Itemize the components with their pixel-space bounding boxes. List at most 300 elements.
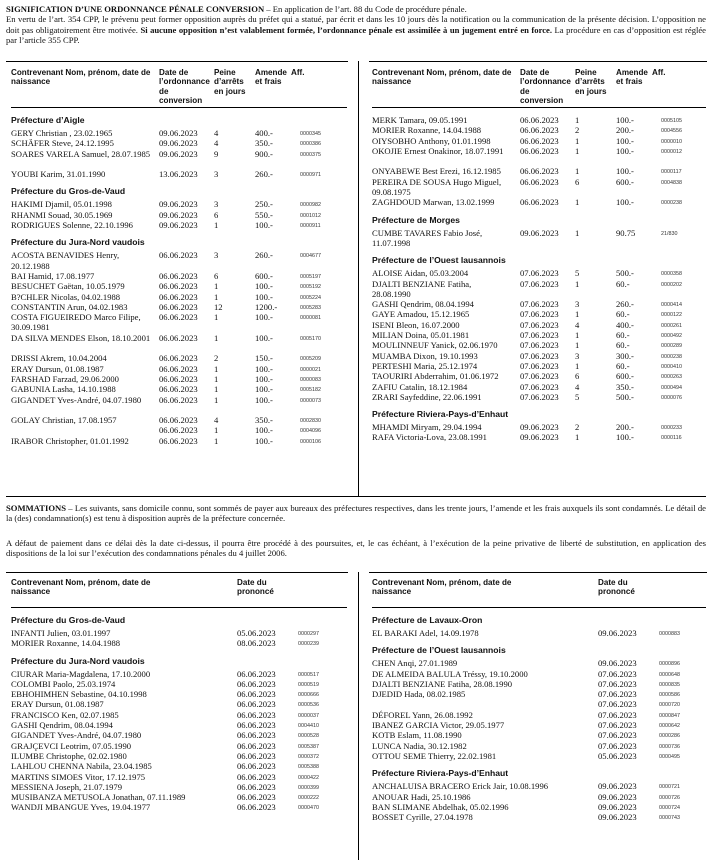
table-row — [11, 679, 347, 689]
case-number: 0000106 — [300, 438, 321, 445]
table-row — [372, 730, 706, 740]
verdict-date: 06.06.2023 — [237, 761, 276, 772]
case-number: 0000081 — [300, 315, 321, 322]
verdict-date: 07.06.2023 — [598, 689, 637, 700]
case-number: 0000883 — [659, 631, 680, 637]
table-row — [11, 761, 347, 771]
contravener-name: ANCHALUISA BRACERO Erick Jair, 10.08.1996 — [372, 781, 549, 792]
detention-days: 4 — [575, 381, 580, 392]
prefecture-heading: Préfecture du Jura-Nord vaudois — [11, 655, 145, 666]
verdict-date: 09.06.2023 — [598, 812, 637, 823]
table-row — [372, 802, 706, 812]
case-number: 0000726 — [659, 794, 680, 801]
verdict-date: 06.06.2023 — [237, 678, 276, 689]
divider — [6, 496, 706, 497]
table-row — [11, 271, 347, 281]
verdict-date: 07.06.2023 — [598, 709, 637, 720]
fine-amount: 100.- — [255, 291, 273, 302]
contravener-name: MORIER Roxanne, 14.04.1988 — [11, 638, 121, 649]
conversion-date: 06.06.2023 — [159, 384, 198, 395]
contravener-name: EL BARAKI Adel, 14.09.1978 — [372, 628, 479, 638]
case-number: 0000116 — [661, 435, 682, 442]
detention-days: 9 — [214, 148, 219, 159]
case-number: 0000222 — [298, 795, 319, 802]
table-row — [372, 136, 706, 146]
detention-days: 1 — [575, 197, 580, 208]
table-row — [372, 382, 706, 392]
contravener-name: DÉFOREL Yann, 26.08.1992 — [372, 709, 473, 720]
contravener-name: ONYABEWE Best Erezi, 16.12.1985 — [372, 166, 501, 177]
detention-days: 4 — [214, 128, 219, 138]
table-row — [372, 812, 706, 822]
contravener-name: PEREIRA DE SOUSA Hugo Miguel, 09.08.1975 — [372, 176, 502, 198]
conversion-date: 09.06.2023 — [159, 128, 198, 138]
header-name: Contrevenant Nom, prénom, date de naissance — [11, 578, 151, 597]
table-row — [11, 220, 347, 230]
verdict-date: 06.06.2023 — [237, 771, 276, 782]
conversion-date: 06.06.2023 — [159, 312, 198, 323]
column-divider — [358, 61, 359, 496]
conversion-date: 07.06.2023 — [520, 268, 559, 279]
conversion-date: 06.06.2023 — [520, 145, 559, 156]
table-row — [372, 330, 706, 340]
verdict-date: 07.06.2023 — [598, 730, 637, 741]
detention-days: 4 — [214, 415, 219, 426]
fine-amount: 100.- — [255, 312, 273, 323]
contravener-name: SCHÄFER Steve, 24.12.1995 — [11, 138, 114, 149]
table-row — [11, 353, 347, 363]
contravener-name: B?CHLER Nicolas, 04.02.1988 — [11, 291, 121, 302]
sommations-paragraph-2 — [6, 538, 706, 559]
conversion-date: 07.06.2023 — [520, 350, 559, 361]
fine-amount: 100.- — [255, 373, 273, 384]
fine-amount: 100.- — [255, 220, 273, 231]
conversion-date: 09.06.2023 — [159, 148, 198, 159]
contravener-name: FARSHAD Farzad, 29.06.2000 — [11, 373, 119, 384]
table-row — [372, 392, 706, 402]
table-row — [372, 658, 706, 668]
table-header — [11, 68, 347, 108]
conversion-date: 09.06.2023 — [159, 138, 198, 149]
signification-body: En vertu de l’art. 354 CPP, le prévenu peut former opposition auprès du préfet qui a statué, par écrit et dans les 10 jours dès la notification ou la communication de la présente décision. L’opposition ne doit pas obligatoirement être motivée. — [6, 14, 706, 35]
conversion-date: 06.06.2023 — [159, 301, 198, 312]
conversion-date: 06.06.2023 — [159, 332, 198, 343]
case-number: 0005388 — [298, 764, 319, 771]
detention-days: 1 — [575, 309, 580, 320]
fine-amount: 100.- — [616, 166, 634, 177]
sommations-table-right — [372, 578, 706, 822]
contravener-name: CIURAR Maria-Magdalena, 17.10.2000 — [11, 668, 151, 679]
table-row — [11, 772, 347, 782]
fine-amount: 550.- — [255, 209, 273, 220]
fine-amount: 300.- — [616, 350, 634, 361]
verdict-date: 05.06.2023 — [598, 750, 637, 761]
table-row — [372, 669, 706, 679]
conversion-date: 07.06.2023 — [520, 330, 559, 341]
case-number: 0000736 — [659, 743, 680, 750]
header-name: Contrevenant Nom, prénom, date de naissance — [372, 68, 512, 87]
case-number: 0000422 — [298, 774, 319, 781]
contravener-name: FRANCISCO Ken, 02.07.1985 — [11, 709, 119, 720]
contravener-name: BAI Hamid, 17.08.1977 — [11, 270, 95, 281]
verdict-date: 06.06.2023 — [237, 792, 276, 803]
table-row — [11, 638, 347, 648]
table-row — [372, 146, 706, 167]
detention-days: 1 — [214, 373, 219, 384]
contravener-name: MUSIBANZA METUSOLA Jonathan, 07.11.1989 — [11, 792, 186, 803]
conversion-table-right — [372, 68, 706, 443]
contravener-name: MUAMBA Dixon, 19.10.1993 — [372, 350, 478, 361]
table-row — [372, 781, 706, 791]
case-number: 0000239 — [298, 641, 319, 648]
table-row — [11, 128, 347, 138]
conversion-date: 07.06.2023 — [520, 391, 559, 402]
case-number: 0000494 — [661, 384, 682, 391]
table-row — [11, 169, 347, 179]
fine-amount: 60.- — [616, 330, 630, 341]
contravener-name: MHAMDI Miryam, 29.04.1994 — [372, 422, 482, 433]
case-number: 0000642 — [659, 723, 680, 730]
table-row — [11, 292, 347, 302]
table-header — [11, 578, 347, 608]
contravener-name: COLOMBI Paolo, 25.03.1974 — [11, 678, 116, 689]
case-number: 0000648 — [659, 671, 680, 678]
contravener-name: ZAFIU Catalin, 18.12.1984 — [372, 381, 468, 392]
contravener-name: MESSIENA Joseph, 21.07.1979 — [11, 781, 123, 792]
conversion-date: 06.06.2023 — [159, 394, 198, 405]
verdict-date: 06.06.2023 — [237, 740, 276, 751]
case-number: 0005224 — [300, 294, 321, 301]
conversion-date: 06.06.2023 — [159, 270, 198, 281]
table-row — [372, 340, 706, 350]
detention-days: 1 — [214, 363, 219, 374]
case-number: 0000122 — [661, 312, 682, 319]
detention-days: 1 — [575, 330, 580, 341]
sommations-paragraph — [6, 503, 706, 524]
header-date: Date de l’ordonnance de conversion — [520, 68, 571, 106]
detention-days: 1 — [575, 278, 580, 289]
table-row — [11, 792, 347, 802]
case-number: 0005209 — [300, 356, 321, 363]
table-row — [372, 351, 706, 361]
table-row — [11, 669, 347, 679]
table-row — [11, 281, 347, 291]
case-number: 0000724 — [659, 804, 680, 811]
table-row — [372, 689, 706, 699]
case-number: 0000519 — [298, 681, 319, 688]
fine-amount: 100.- — [255, 435, 273, 446]
header-aff: Aff. — [291, 68, 305, 77]
conversion-date: 09.06.2023 — [159, 209, 198, 220]
detention-days: 1 — [575, 432, 580, 443]
case-number: 0000375 — [300, 151, 321, 158]
table-row — [372, 361, 706, 371]
fine-amount: 60.- — [616, 360, 630, 371]
conversion-date: 07.06.2023 — [520, 299, 559, 310]
conversion-date: 06.06.2023 — [520, 115, 559, 125]
sommations-title: SOMMATIONS — [6, 503, 67, 513]
table-row — [11, 199, 347, 209]
table-row — [11, 210, 347, 220]
detention-days: 1 — [214, 291, 219, 302]
case-number: 0000911 — [300, 223, 321, 230]
detention-days: 1 — [214, 332, 219, 343]
table-row — [372, 422, 706, 432]
detention-days: 1 — [214, 425, 219, 436]
conversion-date: 07.06.2023 — [520, 319, 559, 330]
conversion-date: 09.06.2023 — [520, 422, 559, 433]
conversion-date: 06.06.2023 — [159, 435, 198, 446]
table-row — [372, 699, 706, 709]
sommations-body-2: A défaut de paiement dans ce délai dès la date ci-dessus, il pourra être procédé à des poursuites, et, le cas échéant, à l’exécution de la peine privative de liberté de substitution, en application des dispositions de la loi sur l’exécution des condamnations pénales du 4 juillet 2006. — [6, 538, 706, 559]
header-amende: Amende et frais — [255, 68, 287, 87]
contravener-name: GRAJÇEVCI Leotrim, 07.05.1990 — [11, 740, 132, 751]
detention-days: 4 — [214, 138, 219, 149]
verdict-date: 07.06.2023 — [598, 699, 637, 710]
detention-days: 12 — [214, 301, 223, 312]
case-number: 0000297 — [298, 631, 319, 637]
verdict-date: 06.06.2023 — [237, 699, 276, 710]
detention-days: 6 — [214, 209, 219, 220]
detention-days: 5 — [575, 391, 580, 402]
table-row — [372, 741, 706, 751]
contravener-name: YOUBI Karim, 31.01.1990 — [11, 169, 106, 180]
verdict-date: 06.06.2023 — [237, 781, 276, 792]
table-row — [372, 679, 706, 689]
case-number: 0005283 — [300, 304, 321, 311]
verdict-date: 07.06.2023 — [598, 668, 637, 679]
contravener-name: DJALTI BENZIANE Fatiha, 28.08.1990 — [372, 278, 472, 299]
fine-amount: 1200.- — [255, 301, 278, 312]
case-number: 0005387 — [298, 743, 319, 750]
table-header — [372, 578, 706, 608]
case-number: 0005170 — [300, 335, 321, 342]
verdict-date: 07.06.2023 — [598, 678, 637, 689]
conversion-date: 07.06.2023 — [520, 381, 559, 392]
conversion-date: 07.06.2023 — [520, 360, 559, 371]
contravener-name: DJALTI BENZIANE Fatiha, 28.08.1990 — [372, 678, 513, 689]
case-number: 0000414 — [661, 302, 682, 309]
case-number: 0000536 — [298, 702, 319, 709]
verdict-date: 08.06.2023 — [237, 638, 276, 649]
table-row — [11, 250, 347, 271]
case-number: 0000358 — [661, 271, 682, 278]
detention-days: 1 — [214, 384, 219, 395]
fine-amount: 150.- — [255, 353, 273, 364]
case-number: 0000835 — [659, 681, 680, 688]
contravener-name: GAYE Amadou, 15.12.1965 — [372, 309, 470, 320]
conversion-date: 07.06.2023 — [520, 371, 559, 382]
contravener-name: RODRIGUES Solenne, 22.10.1996 — [11, 220, 133, 231]
case-number: 0004410 — [298, 723, 319, 730]
case-number: 0000399 — [298, 784, 319, 791]
table-row — [372, 115, 706, 125]
contravener-name: LUNCA Nadia, 30.12.1982 — [372, 740, 467, 751]
conversion-date: 06.06.2023 — [159, 363, 198, 374]
detention-days: 1 — [575, 360, 580, 371]
prefecture-heading: Préfecture du Jura-Nord vaudois — [11, 237, 145, 248]
table-row — [372, 720, 706, 730]
contravener-name: GASHI Qendrim, 08.04.1994 — [11, 720, 113, 731]
fine-amount: 250.- — [255, 199, 273, 210]
contravener-name: MERK Tamara, 09.05.1991 — [372, 115, 468, 125]
case-number: 0000021 — [300, 366, 321, 373]
table-row — [11, 374, 347, 384]
divider — [369, 61, 707, 62]
fine-amount: 60.- — [616, 278, 630, 289]
conversion-date: 06.06.2023 — [159, 425, 198, 436]
conversion-date: 06.06.2023 — [159, 353, 198, 364]
conversion-date: 06.06.2023 — [520, 135, 559, 146]
header-date: Date du prononcé — [598, 578, 635, 597]
fine-amount: 90.75 — [616, 227, 636, 238]
fine-amount: 100.- — [255, 425, 273, 436]
fine-amount: 600.- — [255, 270, 273, 281]
prefecture-heading: Préfecture de Lavaux-Oron — [372, 615, 483, 625]
table-row — [372, 177, 706, 198]
contravener-name: ALOISE Aidan, 05.03.2004 — [372, 268, 469, 279]
contravener-name: BESUCHET Gaëtan, 10.05.1979 — [11, 281, 125, 292]
table-row — [11, 425, 347, 435]
table-row — [372, 628, 706, 638]
table-row — [11, 302, 347, 312]
table-row — [11, 384, 347, 394]
contravener-name: DA SILVA MENDES Elson, 18.10.2001 — [11, 332, 151, 343]
table-row — [372, 309, 706, 319]
case-number: 0001012 — [300, 212, 321, 219]
case-number: 0005105 — [661, 118, 682, 124]
fine-amount: 100.- — [255, 363, 273, 374]
table-row — [11, 699, 347, 709]
contravener-name: RHANMI Souad, 30.05.1969 — [11, 209, 113, 220]
detention-days: 3 — [214, 169, 219, 180]
conversion-date: 09.06.2023 — [520, 432, 559, 443]
case-number: 0000233 — [661, 425, 682, 432]
detention-days: 2 — [214, 353, 219, 364]
conversion-date: 07.06.2023 — [520, 278, 559, 289]
case-number: 0000289 — [661, 343, 682, 350]
conversion-date: 09.06.2023 — [520, 227, 559, 238]
conversion-date: 06.06.2023 — [520, 197, 559, 208]
fine-amount: 200.- — [616, 422, 634, 433]
detention-days: 1 — [575, 227, 580, 238]
case-number: 0000073 — [300, 397, 321, 404]
contravener-name: COSTA FIGUEIREDO Marco Filipe, 30.09.1981 — [11, 312, 141, 333]
case-number: 0000238 — [661, 200, 682, 207]
contravener-name: GERY Christian , 23.02.1965 — [11, 128, 113, 138]
prefecture-heading: Préfecture de l’Ouest lausannois — [372, 645, 506, 656]
verdict-date: 09.06.2023 — [598, 791, 637, 802]
fine-amount: 350.- — [255, 415, 273, 426]
table-row — [372, 751, 706, 761]
contravener-name: IRABOR Christopher, 01.01.1992 — [11, 435, 129, 446]
contravener-name: WANDJI MBANGUE Yves, 19.04.1977 — [11, 802, 151, 813]
prefecture-heading: Préfecture de Morges — [372, 214, 460, 225]
contravener-name: IBANEZ GARCIA Victor, 29.05.1977 — [372, 720, 505, 731]
header-peine: Peine d’arrêts en jours — [214, 68, 246, 96]
verdict-date: 09.06.2023 — [598, 658, 637, 669]
contravener-name: DJEDID Hada, 08.02.1985 — [372, 689, 466, 700]
detention-days: 1 — [575, 340, 580, 351]
conversion-date: 06.06.2023 — [520, 166, 559, 177]
case-number: 0000495 — [659, 753, 680, 760]
contravener-name: INFANTI Julien, 03.01.1997 — [11, 628, 111, 638]
case-number: 0000345 — [300, 131, 321, 137]
detention-days: 5 — [575, 268, 580, 279]
table-row — [372, 279, 706, 300]
detention-days: 3 — [575, 299, 580, 310]
case-number: 0000202 — [661, 281, 682, 288]
conversion-date: 06.06.2023 — [159, 281, 198, 292]
contravener-name: ERAY Dursun, 01.08.1987 — [11, 363, 104, 374]
signification-paragraph — [6, 4, 706, 45]
contravener-name: RAFA Victoria-Lova, 23.08.1991 — [372, 432, 487, 443]
contravener-name: MOULINNEUF Yanick, 02.06.1970 — [372, 340, 498, 351]
case-number: 0004556 — [661, 128, 682, 135]
case-number: 0000492 — [661, 333, 682, 340]
table-row — [372, 197, 706, 207]
table-row — [11, 138, 347, 148]
header-aff: Aff. — [652, 68, 666, 77]
verdict-date: 06.06.2023 — [237, 730, 276, 741]
contravener-name: ISENI Bleon, 16.07.2000 — [372, 319, 460, 330]
fine-amount: 200.- — [616, 125, 634, 136]
detention-days: 1 — [575, 135, 580, 146]
case-number: 0000117 — [661, 169, 682, 176]
contravener-name: CUMBE TAVARES Fabio José, 11.07.1998 — [372, 227, 483, 248]
sommations-body: – Les suivants, sans domicile connu, sont sommés de payer aux bureaux des préfectures respectives, dans les trente jours, l’amende et les frais auxquels ils sont condamnés. Le détail de la (des) condamnation(s) est tenu à disposition auprès de la préfecture concernée. — [6, 503, 706, 524]
fine-amount: 400.- — [255, 128, 273, 138]
case-number: 0000847 — [659, 712, 680, 719]
table-row — [11, 628, 347, 638]
table-row — [372, 371, 706, 381]
table-row — [11, 741, 347, 751]
table-row — [11, 689, 347, 699]
contravener-name: HAKIMI Djamil, 05.01.1998 — [11, 199, 112, 210]
case-number: 0005192 — [300, 284, 321, 291]
contravener-name: MORIER Roxanne, 14.04.1988 — [372, 125, 482, 136]
contravener-name: GABUNIA Lasha, 14.10.1988 — [11, 384, 116, 395]
verdict-date: 06.06.2023 — [237, 689, 276, 700]
fine-amount: 260.- — [255, 250, 273, 261]
fine-amount: 400.- — [616, 319, 634, 330]
contravener-name: CHEN Anqi, 27.01.1989 — [372, 658, 458, 669]
conversion-date: 13.06.2023 — [159, 169, 198, 180]
case-number: 21/830 — [661, 230, 678, 237]
verdict-date: 06.06.2023 — [237, 709, 276, 720]
contravener-name: MARTINS SIMOES Vitor, 17.12.1975 — [11, 771, 146, 782]
table-row — [11, 720, 347, 730]
detention-days: 1 — [214, 220, 219, 231]
case-number: 0000386 — [300, 141, 321, 148]
case-number: 0000982 — [300, 202, 321, 209]
case-number: 0000012 — [661, 148, 682, 155]
contravener-name: EBHOHIMHEN Sebastine, 04.10.1998 — [11, 689, 147, 700]
detention-days: 3 — [214, 199, 219, 210]
table-header — [372, 68, 706, 108]
header-date: Date de l’ordonnance de conversion — [159, 68, 210, 106]
contravener-name: PERTESHI Maria, 25.12.1974 — [372, 360, 478, 371]
contravener-name: ZRARI Sayfeddine, 22.06.1991 — [372, 391, 482, 402]
table-row — [11, 730, 347, 740]
table-row — [372, 710, 706, 720]
case-number: 0000010 — [661, 138, 682, 145]
fine-amount: 500.- — [616, 391, 634, 402]
verdict-date: 07.06.2023 — [598, 740, 637, 751]
case-number: 0004838 — [661, 179, 682, 186]
table-row — [11, 364, 347, 374]
case-number: 0002830 — [300, 418, 321, 425]
